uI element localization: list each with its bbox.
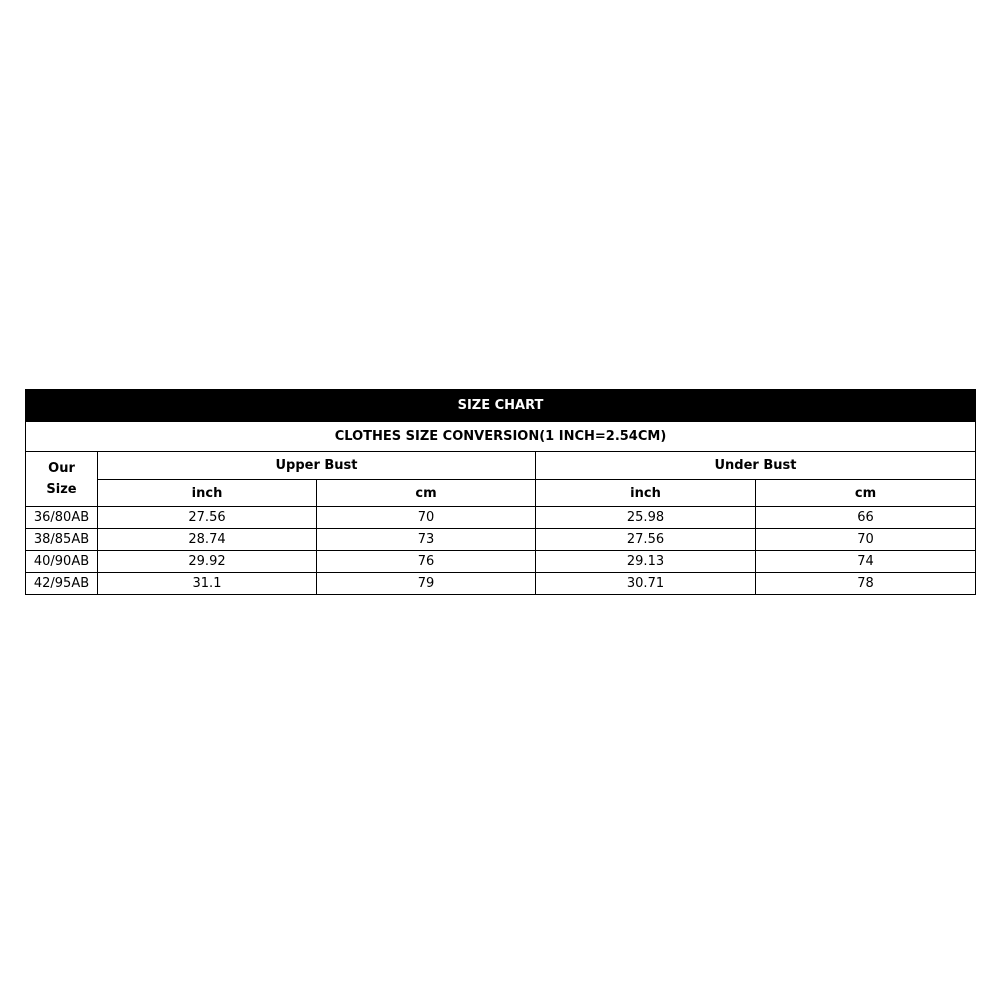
value-cell: 30.71 — [536, 573, 756, 595]
value-cell: 31.1 — [98, 573, 317, 595]
group-header-row — [26, 452, 976, 480]
value-cell: 27.56 — [536, 529, 756, 551]
table-row — [26, 573, 976, 595]
under-bust-header: Under Bust — [536, 452, 976, 480]
value-cell: 28.74 — [98, 529, 317, 551]
our-size-label-line1: Our — [48, 461, 75, 476]
value-cell: 66 — [756, 507, 976, 529]
upper-bust-inch-header: inch — [98, 480, 317, 507]
value-cell: 78 — [756, 573, 976, 595]
table-title: SIZE CHART — [26, 390, 976, 422]
upper-bust-cm-header: cm — [317, 480, 536, 507]
table-row — [26, 529, 976, 551]
size-chart-table — [25, 389, 976, 595]
value-cell: 70 — [317, 507, 536, 529]
size-cell: 38/85AB — [26, 529, 98, 551]
size-cell: 42/95AB — [26, 573, 98, 595]
size-cell: 40/90AB — [26, 551, 98, 573]
unit-header-row — [26, 480, 976, 507]
value-cell: 25.98 — [536, 507, 756, 529]
size-cell: 36/80AB — [26, 507, 98, 529]
our-size-header — [26, 452, 98, 507]
subtitle-row — [26, 422, 976, 452]
value-cell: 76 — [317, 551, 536, 573]
title-row — [26, 390, 976, 422]
table-row — [26, 551, 976, 573]
value-cell: 70 — [756, 529, 976, 551]
value-cell: 27.56 — [98, 507, 317, 529]
value-cell: 79 — [317, 573, 536, 595]
value-cell: 29.92 — [98, 551, 317, 573]
under-bust-inch-header: inch — [536, 480, 756, 507]
table-row — [26, 507, 976, 529]
our-size-label-line2: Size — [46, 482, 77, 497]
upper-bust-header: Upper Bust — [98, 452, 536, 480]
table-subtitle: CLOTHES SIZE CONVERSION(1 INCH=2.54CM) — [26, 422, 976, 452]
value-cell: 29.13 — [536, 551, 756, 573]
value-cell: 74 — [756, 551, 976, 573]
value-cell: 73 — [317, 529, 536, 551]
under-bust-cm-header: cm — [756, 480, 976, 507]
